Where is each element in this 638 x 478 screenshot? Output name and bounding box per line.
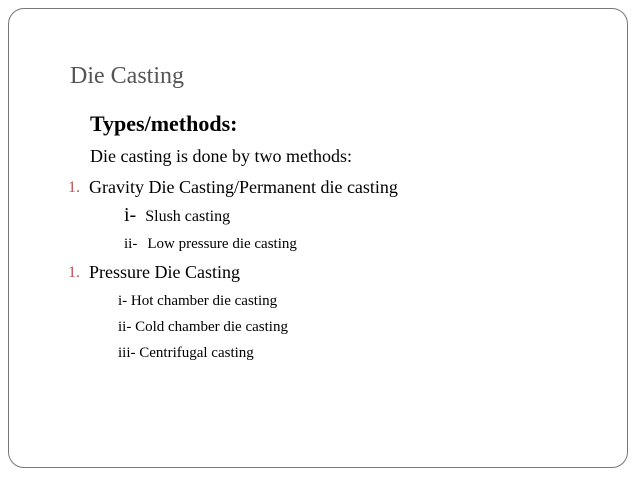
method-2-number: 1. xyxy=(68,264,80,281)
method-1-subitem-1-text: Slush casting xyxy=(145,208,231,225)
method-1-label: Gravity Die Casting/Permanent die casting xyxy=(89,177,398,197)
method-1-subitem-1-marker: i- xyxy=(124,204,137,226)
method-1-subitem-2 xyxy=(124,234,297,254)
method-2-subitem-2: ii- Cold chamber die casting xyxy=(118,319,288,335)
slide-title: Die Casting xyxy=(70,63,184,89)
intro-text: Die casting is done by two methods: xyxy=(90,146,352,166)
method-1-number: 1. xyxy=(68,179,80,196)
method-1-subitem-2-marker: ii- xyxy=(124,236,138,252)
method-1-subitem-1 xyxy=(124,204,230,228)
method-2-label: Pressure Die Casting xyxy=(89,262,240,282)
method-2-subitem-1: i- Hot chamber die casting xyxy=(118,293,278,309)
method-1-subitem-2-text: Low pressure die casting xyxy=(147,236,297,252)
method-2-subitem-3: iii- Centrifugal casting xyxy=(118,345,254,361)
slide-subtitle: Types/methods: xyxy=(90,111,238,136)
